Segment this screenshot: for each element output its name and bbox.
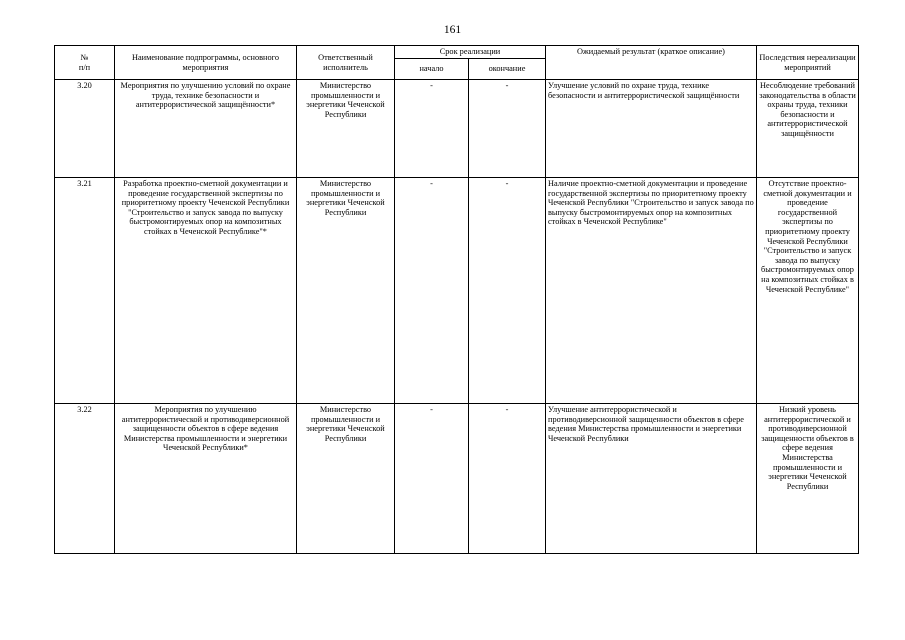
row-executor: Министерство промышленности и энергетики Чеченской Республики — [297, 404, 395, 554]
row-result: Улучшение антитеррористической и противодиверсионной защищенности объектов в сфере ведения Министерства промышленности и энергетики Чеченской Республики — [546, 404, 757, 554]
row-result: Наличие проектно-сметной документации и проведение государственной экспертизы по приоритетному проекту Чеченской Республики "Строительство и запуск завода по выпуску быстромонтируемых опор на композитных стойках в Чеченской Республике" — [546, 178, 757, 404]
header-start: начало — [395, 59, 469, 80]
row-consequences: Отсутствие проектно-сметной документации и проведение государственной экспертизы по приоритетному проекту Чеченской Республики "Строительство и запуск завода по выпуску быстромонтируемых опор на композитных стойках в Чеченской Республике" — [757, 178, 859, 404]
row-start: - — [395, 178, 469, 404]
row-end: - — [469, 404, 546, 554]
row-end: - — [469, 80, 546, 178]
row-end: - — [469, 178, 546, 404]
row-result: Улучшение условий по охране труда, технике безопасности и антитеррористической защищённости — [546, 80, 757, 178]
row-consequences: Низкий уровень антитеррористической и противодиверсионной защищенности объектов в сфере ведения Министерства промышленности и энергетики Чеченской Республики — [757, 404, 859, 554]
row-executor: Министерство промышленности и энергетики Чеченской Республики — [297, 80, 395, 178]
row-name: Мероприятия по улучшению условий по охране труда, технике безопасности и антитеррористической защищённости* — [115, 80, 297, 178]
header-period: Срок реализации — [395, 46, 546, 59]
row-num: 3.22 — [55, 404, 115, 554]
row-start: - — [395, 80, 469, 178]
table-row — [55, 178, 859, 404]
header-name: Наименование подпрограммы, основного мероприятия — [115, 46, 297, 80]
header-executor: Ответственный исполнитель — [297, 46, 395, 80]
row-consequences: Несоблюдение требований законодательства в области охраны труда, техники безопасности и антитеррористической защищённости — [757, 80, 859, 178]
page-number: 161 — [443, 24, 462, 36]
row-num: 3.21 — [55, 178, 115, 404]
row-executor: Министерство промышленности и энергетики Чеченской Республики — [297, 178, 395, 404]
row-num: 3.20 — [55, 80, 115, 178]
program-table — [54, 45, 859, 554]
header-result: Ожидаемый результат (краткое описание) — [546, 46, 757, 80]
header-num: № п/п — [55, 46, 115, 80]
table-row — [55, 404, 859, 554]
row-name: Мероприятия по улучшению антитеррористической и противодиверсионной защищенности объектов в сфере ведения Министерства промышленности и энергетики Чеченской Республики* — [115, 404, 297, 554]
row-start: - — [395, 404, 469, 554]
header-end: окончание — [469, 59, 546, 80]
header-consequences: Последствия нереализации мероприятий — [757, 46, 859, 80]
row-name: Разработка проектно-сметной документации и проведение государственной экспертизы по приоритетному проекту Чеченской Республики "Строительство и запуск завода по выпуску быстромонтируемых опор на композитных стойках в Чеченской Республике"* — [115, 178, 297, 404]
table-row — [55, 80, 859, 178]
